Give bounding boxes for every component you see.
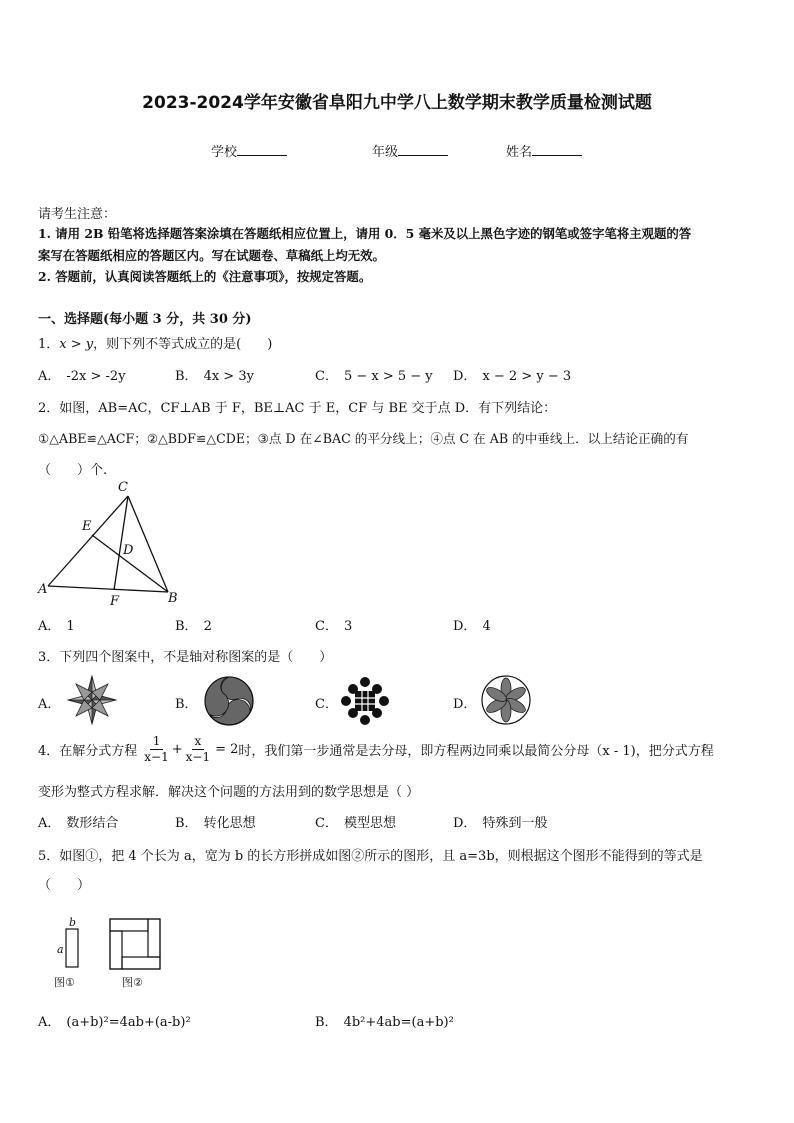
- q2-line-3: （ ）个.: [38, 463, 108, 478]
- grade-field: [372, 141, 448, 160]
- q4-option-a: A． 数形结合: [38, 816, 119, 831]
- q1-option-b: B． 4x > 3y: [175, 369, 254, 384]
- q3-text: 3．下列四个图案中，不是轴对称图案的是（ ）: [38, 650, 333, 665]
- q1-condition: x > y: [59, 337, 94, 352]
- q2-option-d: D． 4: [453, 619, 491, 634]
- q4-option-c: C． 模型思想: [315, 816, 396, 831]
- label-e: E: [82, 519, 92, 534]
- label-f: F: [110, 594, 120, 609]
- name-blank: [532, 142, 582, 156]
- grade-blank: [398, 142, 448, 156]
- notice-item-1b: 案写在答题纸相应的答题区内。写在试题卷、草稿纸上均无效。: [38, 248, 385, 263]
- name-label: 姓名: [506, 145, 533, 160]
- q5-option-a: A． (a+b)²=4ab+(a-b)²: [38, 1015, 191, 1030]
- q4-line-2: 变形为整式方程求解．解决这个问题的方法用到的数学思想是（ ）: [38, 785, 420, 800]
- q3-option-b-label: B．: [175, 697, 198, 712]
- q4-eq: = 2: [215, 742, 239, 757]
- q5-option-b: B． 4b²+4ab=(a+b)²: [315, 1015, 454, 1030]
- label-b: B: [168, 591, 178, 606]
- notice-heading: 请考生注意：: [38, 207, 117, 222]
- q2-line-1: 2．如图，AB=AC，CF⊥AB 于 F，BE⊥AC 于 E，CF 与 BE 交于点 D．有下列结论：: [38, 401, 557, 416]
- q3-option-a-label: A．: [38, 697, 61, 712]
- q1-option-c: C． 5 − x > 5 − y: [315, 369, 433, 384]
- q2-option-a: A． 1: [38, 619, 75, 634]
- q2-option-c: C． 3: [315, 619, 353, 634]
- knot-pattern-icon: [340, 676, 390, 726]
- q5-line-2: （ ）: [38, 878, 91, 893]
- notice-item-2: 2. 答题前，认真阅读答题纸上的《注意事项》，按规定答题。: [38, 269, 372, 284]
- q1-number: 1．: [38, 337, 60, 352]
- swirl-circle-icon: [203, 675, 255, 727]
- q2-line-2: ①△ABE≌△ACF；②△BDF≌△CDE；③点 D 在∠BAC 的平分线上；④点 C 在 AB 的中垂线上．以上结论正确的有: [38, 431, 689, 446]
- q1-option-d: D． x − 2 > y − 3: [453, 369, 572, 384]
- q4-prefix: 4．在解分式方程: [38, 744, 138, 759]
- fig-label-b: b: [69, 916, 77, 929]
- school-blank: [237, 142, 287, 156]
- rectangle-figures: [50, 913, 180, 993]
- q4-plus: +: [171, 742, 183, 757]
- fig-label-a: a: [57, 943, 64, 956]
- label-c: C: [118, 480, 128, 495]
- q4-suffix: 时，我们第一步通常是去分母，即方程两边同乘以最简公分母（x - 1)，把分式方程: [238, 744, 714, 759]
- star-pattern-icon: [66, 674, 118, 726]
- q4-fraction-2: $\frac{x}{x-1}$: [185, 734, 211, 764]
- section-heading: 一、选择题(每小题 3 分，共 30 分): [38, 312, 252, 327]
- q3-option-c-label: C．: [315, 697, 338, 712]
- q2-option-b: B． 2: [175, 619, 212, 634]
- label-d: D: [123, 543, 134, 558]
- page-title: 2023-2024学年安徽省阜阳九中学八上数学期末教学质量检测试题: [142, 93, 652, 113]
- q4-line-1: [38, 734, 714, 765]
- q5-line-1: 5．如图①，把 4 个长为 a，宽为 b 的长方形拼成如图②所示的图形，且 a=3b，则根据这个图形不能得到的等式是: [38, 849, 703, 864]
- label-a: A: [38, 582, 48, 597]
- fig1-caption: 图①: [54, 976, 75, 989]
- q4-option-d: D． 特殊到一般: [453, 816, 548, 831]
- school-field: [211, 141, 287, 160]
- q1-text: ，则下列不等式成立的是( ): [93, 337, 273, 352]
- grade-label: 年级: [372, 145, 399, 160]
- question-1: [38, 333, 272, 352]
- fig2-caption: 图②: [122, 976, 143, 989]
- q4-fraction-1: $\frac{1}{x-1}$: [144, 734, 169, 764]
- q3-option-d-label: D．: [453, 697, 477, 712]
- q1-option-a: A． -2x > -2y: [38, 369, 126, 384]
- notice-item-1a: 1. 请用 2B 铅笔将选择题答案涂填在答题纸相应位置上，请用 0．5 毫米及以上黑色字迹的钢笔或签字笔将主观题的答: [38, 226, 692, 241]
- flower-circle-icon: [480, 674, 532, 726]
- q4-option-b: B． 转化思想: [175, 816, 256, 831]
- name-field: [506, 141, 582, 160]
- triangle-figure: [30, 478, 190, 608]
- school-label: 学校: [211, 145, 238, 160]
